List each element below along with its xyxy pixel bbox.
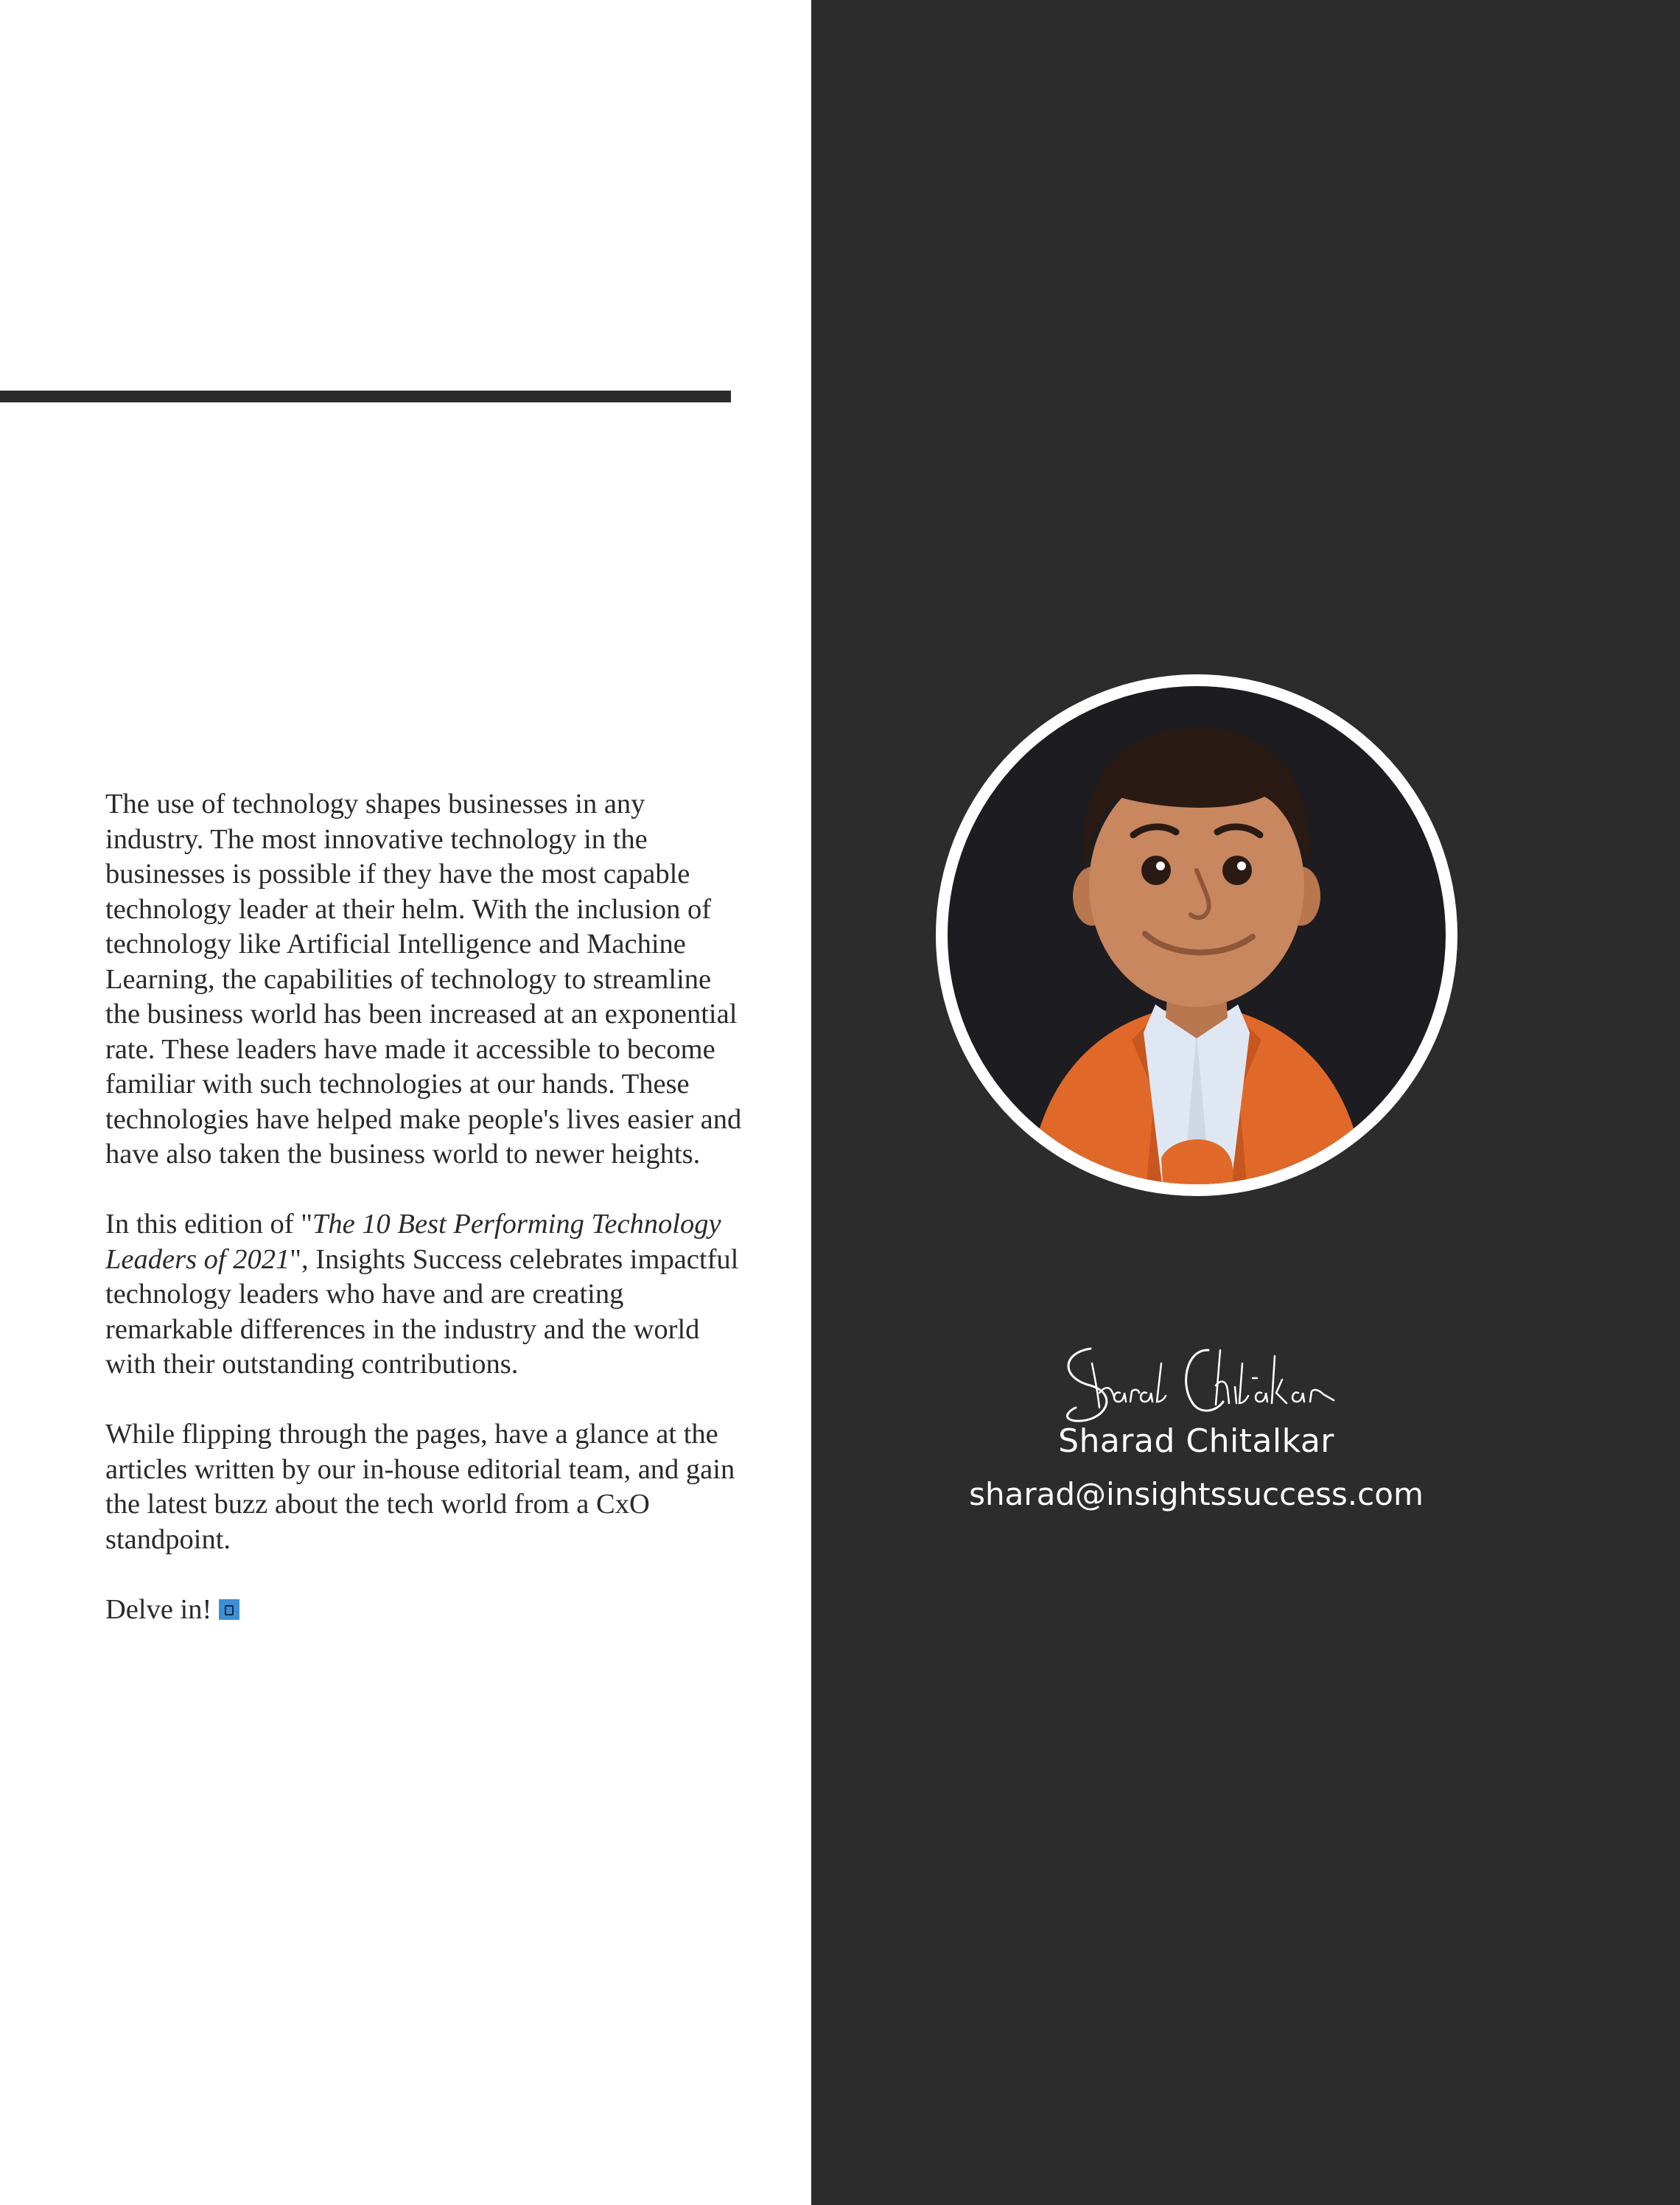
editorial-paragraph-2 — [105, 1207, 746, 1383]
paragraph-2-suffix: ", Insights Success celebrates impactful technology leaders who have and are creating remarkable differences in the industry and the world with their outstanding contributions. — [105, 1243, 739, 1380]
editorial-closing — [105, 1593, 746, 1628]
author-email[interactable]: sharad@insightssuccess.com — [969, 1476, 1424, 1512]
author-name: Sharad Chitalkar — [1058, 1422, 1334, 1460]
editorial-body — [105, 787, 746, 1663]
header-rule — [0, 391, 731, 402]
avatar — [936, 674, 1457, 1196]
paragraph-2-prefix: In this edition of " — [105, 1209, 312, 1240]
image-placeholder-icon — [219, 1599, 239, 1620]
edition-title: The 10 Best Performing Technology Leaders of 2021 — [105, 1209, 721, 1275]
author-signature — [1032, 1334, 1363, 1430]
editorial-paragraph-3: While flipping through the pages, have a glance at the articles written by our in-house editorial team, and gain the latest buzz about the tech world from a CxO standpoint. — [105, 1419, 735, 1555]
cartoon-man-avatar-icon — [948, 686, 1446, 1184]
editorial-paragraph-1: The use of technology shapes businesses in any industry. The most innovative technology in the businesses is possible if they have the most capable technology leader at their helm. With the inclusion of technology like Artificial Intelligence and Machine Learning, the capabilities of technology to streamline the business world has been increased at an exponential rate. These leaders have made it accessible to become familiar with such technologies at our hands. These technologies have helped make people's lives easier and have also taken the business world to newer heights. — [105, 789, 742, 1170]
closing-text: Delve in! — [105, 1593, 212, 1625]
